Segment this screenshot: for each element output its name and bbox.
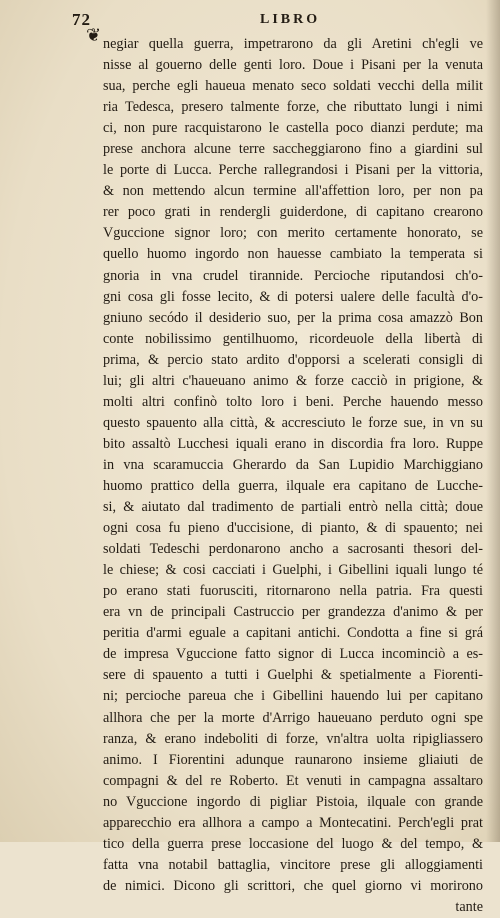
body-text — [103, 34, 483, 918]
text-line: gni cosa gli fosse lecito, & di potersi ualere delle facultà d'o- — [103, 288, 483, 305]
text-line: huomo prattico della guerra, ilquale era capitano de Lucche- — [103, 477, 483, 494]
text-line: conte nobilissimo gentilhuomo, ricordeuole della libertà di — [103, 330, 483, 347]
text-line: prima, & percio stato ardito d'opporsi a scelerati consigli di — [103, 351, 483, 368]
text-line: allhora che per la morte d'Arrigo haueuano perduto ogni spe — [103, 709, 483, 726]
text-line: si, & aiutato dal tradimento de partiali entrò nella città; doue — [103, 499, 483, 516]
text-line: Vguccione signor loro; con merito certamente honorato, se — [103, 225, 483, 242]
text-line: prese anchora alcune terre saccheggiarono fino a giardini sul — [103, 141, 483, 158]
text-line: molti altri confinò tolto loro i beni. Perche hauendo messo — [103, 393, 483, 410]
page-header — [72, 10, 480, 32]
text-line: ranza, & erano indeboliti di forze, vn'altra uolta ripigliassero — [103, 730, 483, 747]
text-line: de impresa Vguccione fatto signor di Lucca incominciò a es- — [103, 646, 483, 663]
text-line: ogni cosa fu pieno d'uccisione, di pianto, & di spauento; nei — [103, 520, 483, 537]
text-line: ni; percioche pareua che i Gibellini hauendo lui per capitano — [103, 688, 483, 705]
running-head: LIBRO — [260, 12, 321, 27]
text-line: fatta vna notabil battaglia, vincitore prese gli alloggiamenti — [103, 856, 483, 873]
text-line: gniuno secódo il desiderio suo, per la prima cosa amazzò Bon — [103, 309, 483, 326]
text-line: era vn de principali Castruccio per grandezza d'animo & per — [103, 604, 483, 621]
text-line: negiar quella guerra, impetrarono da gli Aretini ch'egli ve — [103, 36, 483, 52]
text-line: apparecchio era allhora a campo a Montecatini. Perch'egli prat — [103, 814, 483, 831]
text-line: soldati Tedeschi perdonarono ancho a sacrosanti thesori del- — [103, 541, 483, 558]
page-number: 72 — [72, 10, 91, 29]
text-line: gnoria in vna crudel tirannide. Percioche riputandosi ch'o- — [103, 267, 483, 284]
text-line: peritia d'armi eguale a capitani antichi. Condotta a fine si grá — [103, 625, 483, 642]
text-line: & non mettendo alcun termine all'affettion loro, per non pa — [103, 183, 483, 200]
text-line: nisse al gouerno delle genti loro. Doue i Pisani per la venuta — [103, 57, 483, 74]
text-line: ria Tedesca, presero talmente forze, che ributtato lungi i nimi — [103, 99, 483, 116]
text-line: de nimici. Dicono gli scrittori, che quel giorno vi morirono — [103, 877, 483, 894]
text-line: quello huomo ingordo non hauesse cambiato la temperata si — [103, 246, 483, 263]
text-line: in vna scaramuccia Gherardo da San Lupidio Marchiggiano — [103, 456, 483, 473]
text-line: ci, non pure racquistarono le castella poco dianzi perdute; ma — [103, 120, 483, 137]
text-line: le porte di Lucca. Perche rallegrandosi i Pisani per la vittoria, — [103, 162, 483, 179]
text-line: questo spauento alla città, & accresciuto le forze sue, in vn su — [103, 414, 483, 431]
text-line: tico della guerra prese loccasione del luogo & del tempo, & — [103, 835, 483, 852]
text-line: lui; gli altri c'haueuano animo & forze cacciò in prigione, & — [103, 372, 483, 389]
catchword: tante — [455, 898, 483, 915]
text-line: compagni & del re Roberto. Et venuti in campagna assaltaro — [103, 772, 483, 789]
spine-shadow — [486, 0, 500, 842]
text-line: rer poco grati in rendergli guiderdone, di capitano crearono — [103, 204, 483, 221]
fleuron-ornament: ❦ — [86, 25, 102, 45]
text-line: bito assaltò Lucchesi iquali erano in discordia fra loro. Ruppe — [103, 435, 483, 452]
text-line: no Vguccione ingordo di pigliar Pistoia, ilquale con grande — [103, 793, 483, 810]
text-line: po erano stati fuorusciti, ritornarono nella patria. Fra questi — [103, 583, 483, 600]
text-line: animo. I Fiorentini adunque raunarono insieme gliaiuti de — [103, 751, 483, 768]
text-line: sua, perche egli haueua menato seco soldati vecchi della milit — [103, 78, 483, 95]
text-line: le chiese; & cosi cacciati i Guelphi, i Gibellini iquali lungo té — [103, 562, 483, 579]
text-line: sere di spauento a tutti i Guelphi & spetialmente a Fiorenti- — [103, 667, 483, 684]
